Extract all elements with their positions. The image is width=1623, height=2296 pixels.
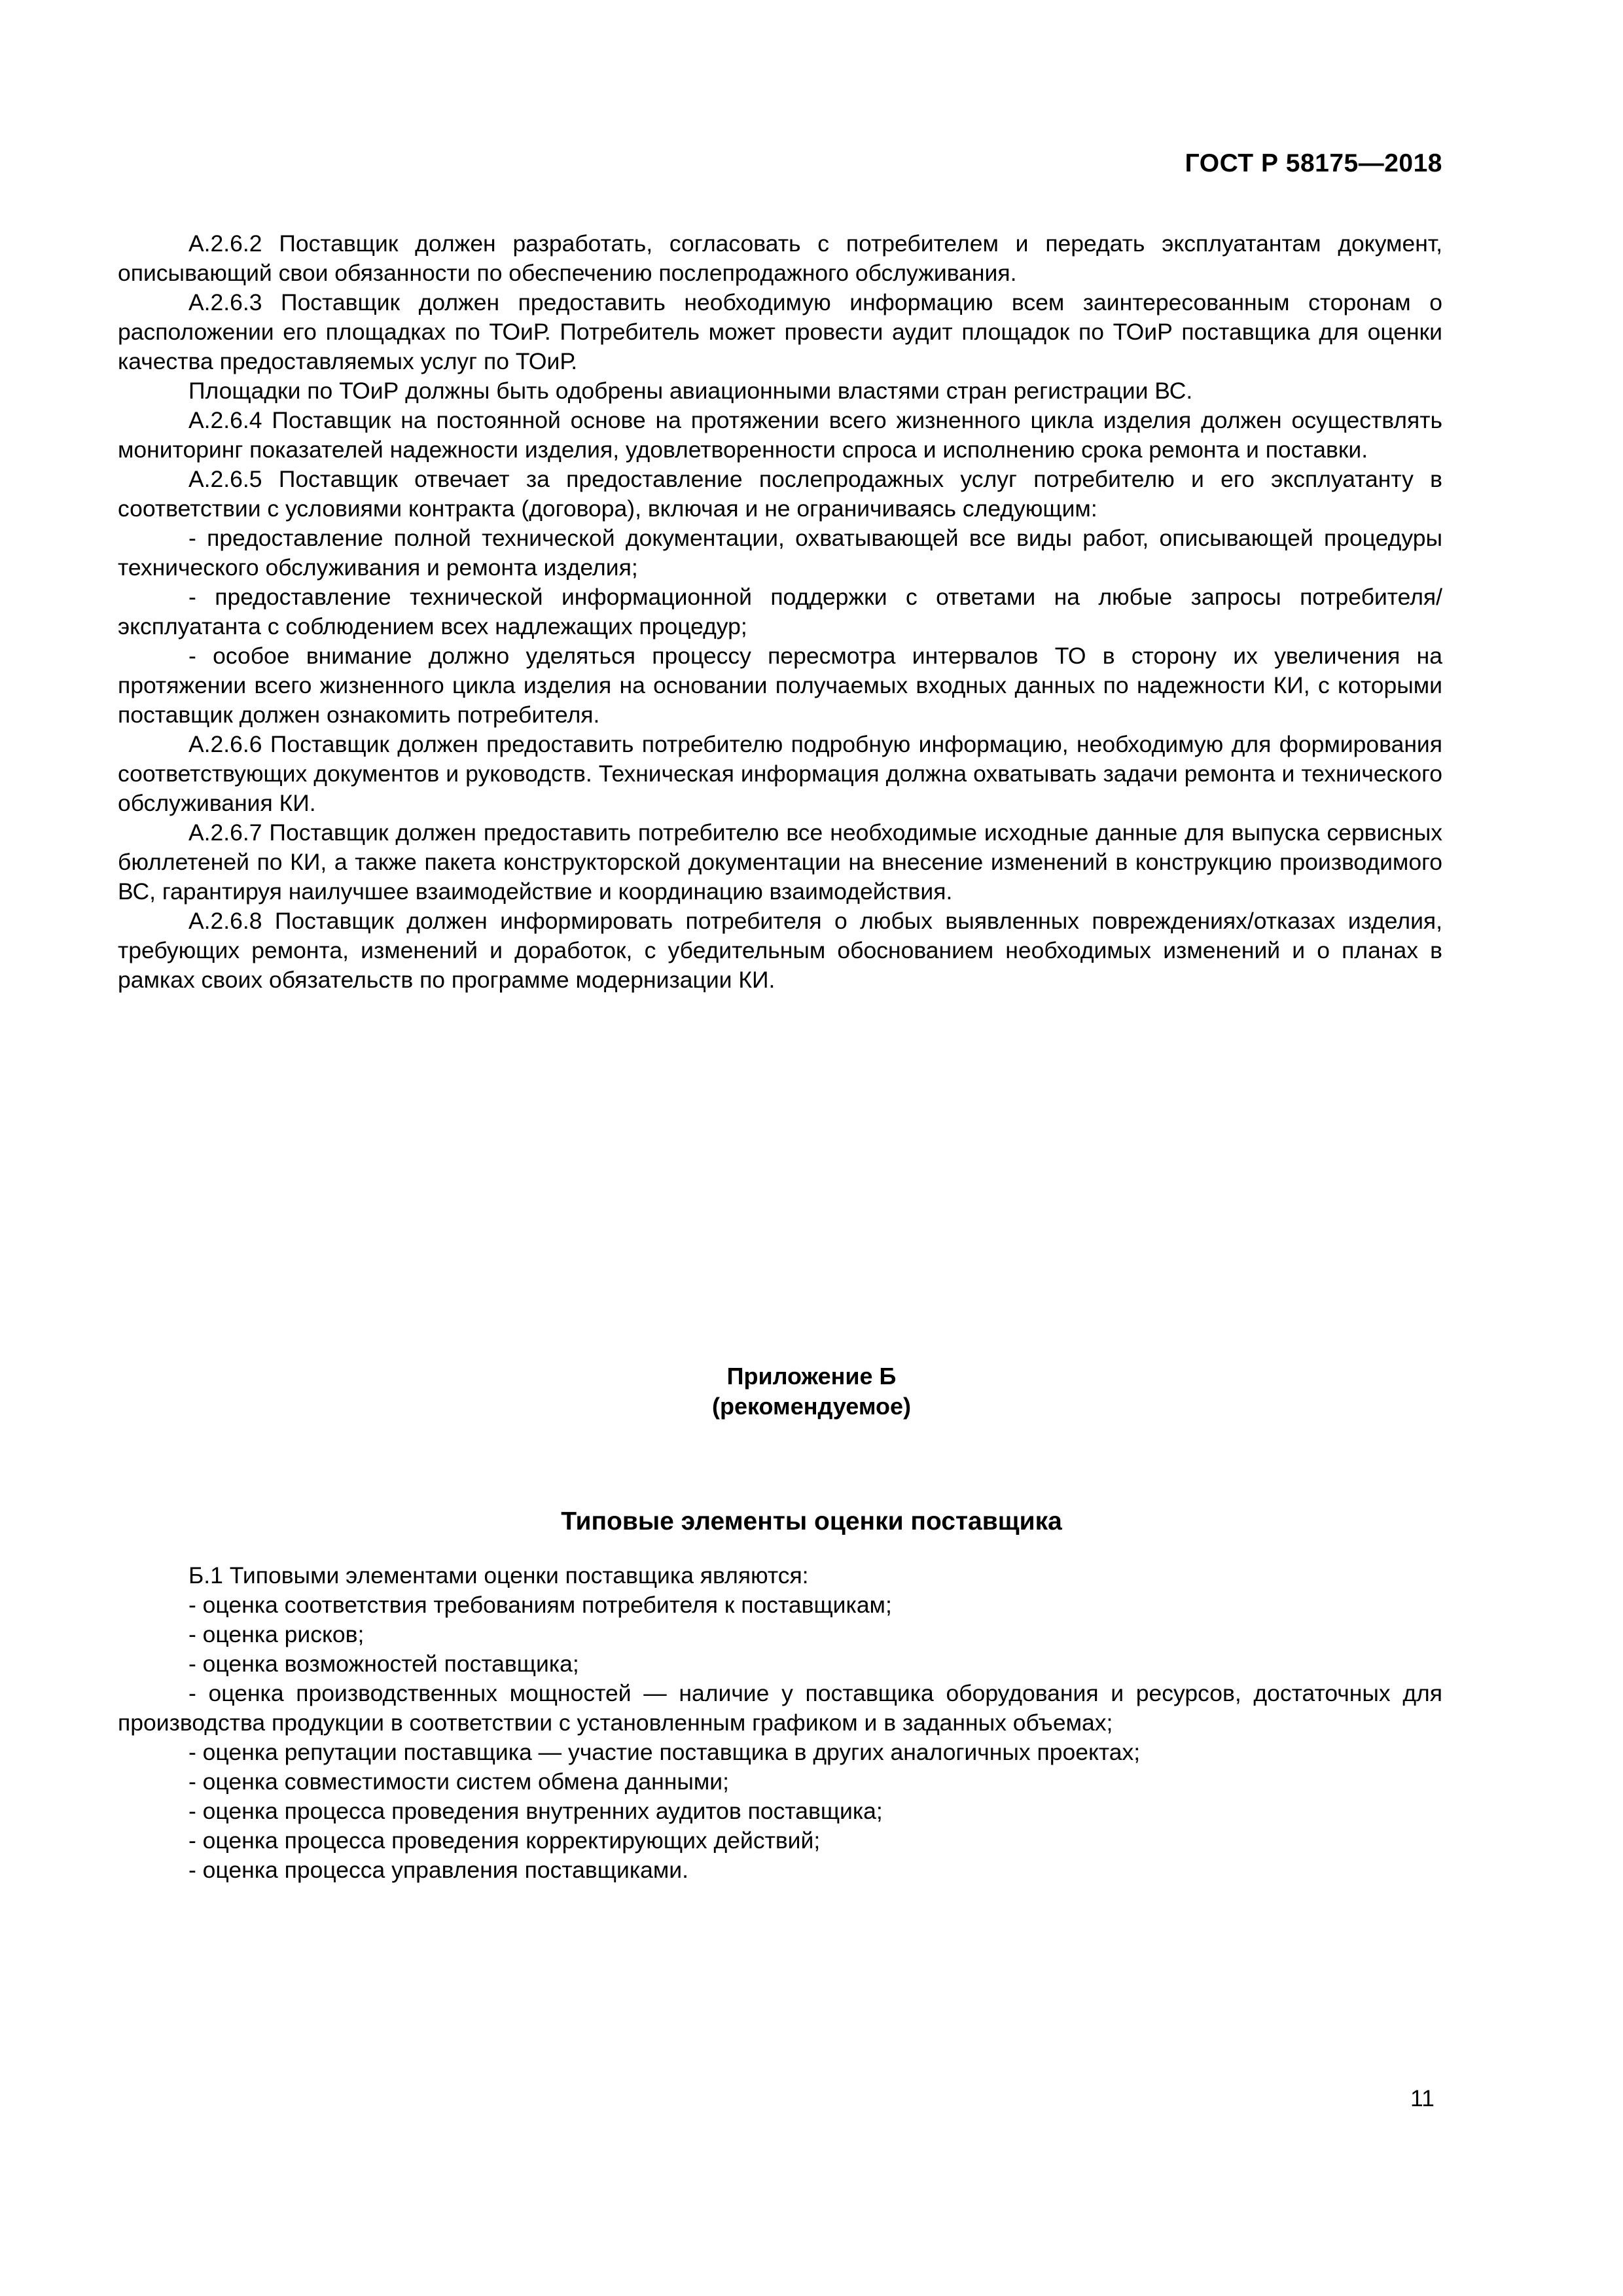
paragraph-a-2-6-3: А.2.6.3 Поставщик должен предоставить необходимую информацию всем заинтересованным сторонам о расположении его площадках по ТОиР. Потребитель может провести аудит площадок по ТОиР поставщика для оценки качества предоставляемых услуг по ТОиР.: [118, 289, 1442, 374]
list-item: - оценка возможностей поставщика;: [188, 1651, 579, 1677]
appendix-subtitle: (рекомендуемое): [712, 1393, 911, 1420]
section-b-1: [118, 1561, 1442, 1885]
list-item: - оценка совместимости систем обмена данными;: [188, 1768, 729, 1795]
appendix-title: Приложение Б: [726, 1363, 897, 1390]
list-item: - оценка рисков;: [188, 1621, 365, 1647]
paragraph-toir-sites: Площадки по ТОиР должны быть одобрены авиационными властями стран регистрации ВС.: [188, 378, 1193, 404]
section-a-2-6: [118, 229, 1442, 995]
paragraph-a-2-6-4: А.2.6.4 Поставщик на постоянной основе на протяжении всего жизненного цикла изделия должен осуществлять мониторинг показателей надежности изделия, удовлетворенности спроса и исполнению срока ремонта и поставки.: [118, 407, 1442, 463]
list-item: - оценка соответствия требованиям потребителя к поставщикам;: [188, 1592, 892, 1618]
document-code-header: ГОСТ Р 58175—2018: [1185, 149, 1442, 177]
list-item: - оценка процесса проведения корректирующих действий;: [188, 1827, 821, 1854]
list-item: - оценка производственных мощностей — наличие у поставщика оборудования и ресурсов, достаточных для производства продукции в соответствии с установленным графиком и в заданных объемах;: [118, 1680, 1442, 1736]
paragraph-a-2-6-2: А.2.6.2 Поставщик должен разработать, согласовать с потребителем и передать эксплуатантам документ, описывающий свои обязанности по обеспечению послепродажного обслуживания.: [118, 230, 1442, 286]
paragraph-a-2-6-6: А.2.6.6 Поставщик должен предоставить потребителю подробную информацию, необходимую для формирования соответствующих документов и руководств. Техническая информация должна охватывать задачи ремонта и технического обслуживания КИ.: [118, 731, 1442, 816]
list-item: - оценка процесса управления поставщиками.: [188, 1857, 688, 1883]
paragraph-a-2-6-8: А.2.6.8 Поставщик должен информировать потребителя о любых выявленных повреждениях/отказах изделия, требующих ремонта, изменений и доработок, с убедительным обоснованием необходимых изменений и о планах в рамках своих обязательств по программе модернизации КИ.: [118, 908, 1442, 993]
list-item: - предоставление полной технической документации, охватывающей все виды работ, описывающей процедуры технического обслуживания и ремонта изделия;: [118, 525, 1442, 581]
page-number: 11: [1410, 2085, 1435, 2111]
paragraph-a-2-6-7: А.2.6.7 Поставщик должен предоставить потребителю все необходимые исходные данные для выпуска сервисных бюллетеней по КИ, а также пакета конструкторской документации на внесение изменений в конструкцию производимого ВС, гарантируя наилучшее взаимодействие и координацию взаимодействия.: [118, 819, 1442, 905]
list-item: - особое внимание должно уделяться процессу пересмотра интервалов ТО в сторону их увеличения на протяжении всего жизненного цикла изделия на основании получаемых входных данных по надежности КИ, с которыми поставщик должен ознакомить потребителя.: [118, 643, 1442, 728]
list-item: - оценка процесса проведения внутренних аудитов поставщика;: [188, 1798, 883, 1824]
list-item: - оценка репутации поставщика — участие поставщика в других аналогичных проектах;: [188, 1739, 1141, 1765]
paragraph-a-2-6-5: А.2.6.5 Поставщик отвечает за предоставление послепродажных услуг потребителю и его эксплуатанту в соответствии с условиями контракта (договора), включая и не ограничиваясь следующим:: [118, 466, 1442, 522]
appendix-heading: Типовые элементы оценки поставщика: [561, 1507, 1062, 1535]
list-item: - предоставление технической информационной поддержки с ответами на любые запросы потребителя/эксплуатанта с соблюдением всех надлежащих процедур;: [118, 584, 1442, 639]
paragraph-b-1: Б.1 Типовыми элементами оценки поставщика являются:: [188, 1562, 809, 1588]
